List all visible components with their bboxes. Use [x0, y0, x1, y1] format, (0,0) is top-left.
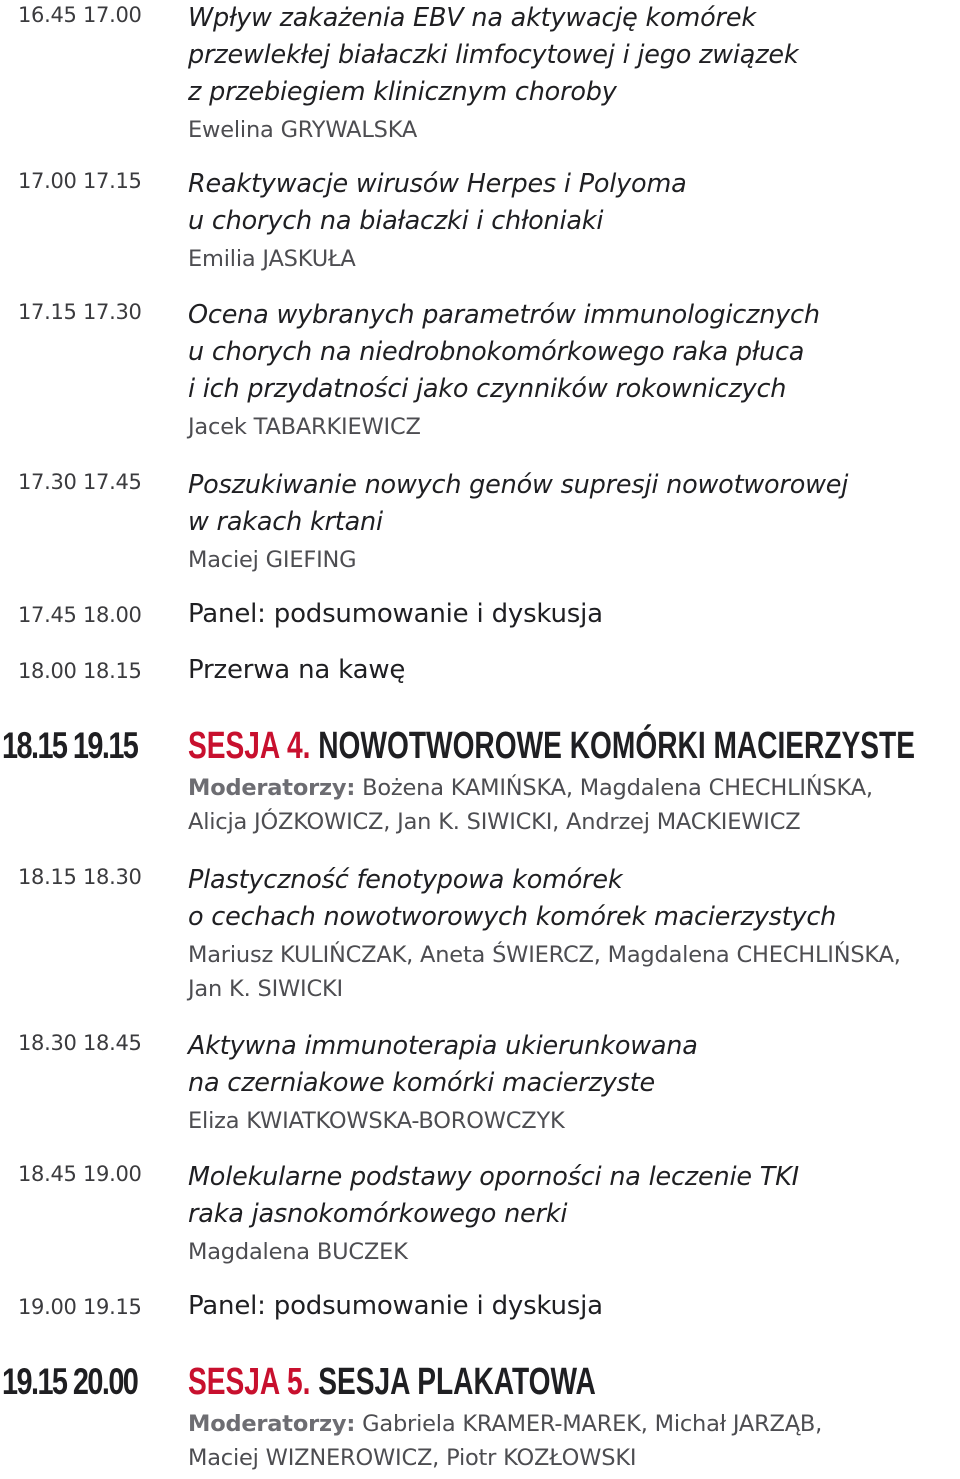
title-line: u chorych na białaczki i chłoniaki — [188, 206, 604, 236]
item-time: 18.45 19.00 — [18, 1162, 142, 1186]
speaker-name: Maciej GIEFING — [188, 547, 357, 573]
title-line: z przebiegiem klinicznym choroby — [188, 77, 617, 107]
title-line: o cechach nowotworowych komórek macierzystych — [188, 902, 837, 932]
title-line: i ich przydatności jako czynników rokowniczych — [188, 374, 787, 404]
session-number: SESJA 4. — [188, 725, 311, 767]
talk-title — [188, 1159, 956, 1233]
talk-title — [188, 297, 956, 408]
title-line: Plastyczność fenotypowa komórek — [188, 865, 623, 895]
session-time: 19.15 20.00 — [2, 1361, 138, 1402]
panel-label: Panel: podsumowanie i dyskusja — [188, 1291, 603, 1321]
title-line: Molekularne podstawy oporności na leczenie TKI — [188, 1162, 799, 1192]
title-line: Poszukiwanie nowych genów supresji nowotworowej — [188, 470, 849, 500]
item-time: 17.15 17.30 — [18, 300, 142, 324]
moderators-label: Moderatorzy: — [188, 775, 356, 801]
item-time: 17.30 17.45 — [18, 470, 142, 494]
moderators-label: Moderatorzy: — [188, 1411, 356, 1437]
talk-title — [188, 0, 956, 111]
title-line: na czerniakowe komórki macierzyste — [188, 1068, 656, 1098]
title-line: Aktywna immunoterapia ukierunkowana — [188, 1031, 698, 1061]
panel-label: Panel: podsumowanie i dyskusja — [188, 599, 603, 629]
moderators — [188, 771, 956, 839]
talk-title — [188, 1028, 956, 1102]
session-number: SESJA 5. — [188, 1361, 311, 1403]
title-line: przewlekłej białaczki limfocytowej i jego związek — [188, 40, 799, 70]
item-time: 18.15 18.30 — [18, 865, 142, 889]
session-name: SESJA PLAKATOWA — [318, 1361, 596, 1403]
speaker-names — [188, 938, 956, 1006]
moderators-names: Bożena KAMIŃSKA, Magdalena CHECHLIŃSKA, — [362, 775, 873, 801]
moderators-names: Maciej WIZNEROWICZ, Piotr KOZŁOWSKI — [188, 1445, 637, 1471]
title-line: Ocena wybranych parametrów immunologicznych — [188, 300, 820, 330]
item-time: 18.30 18.45 — [18, 1031, 142, 1055]
speaker-name: Eliza KWIATKOWSKA-BOROWCZYK — [188, 1108, 565, 1134]
item-time: 16.45 17.00 — [18, 3, 142, 27]
item-time: 17.45 18.00 — [18, 603, 142, 627]
moderators-names: Gabriela KRAMER-MAREK, Michał JARZĄB, — [362, 1411, 823, 1437]
title-line: w rakach krtani — [188, 507, 383, 537]
title-line: Reaktywacje wirusów Herpes i Polyoma — [188, 169, 687, 199]
speaker-line: Jan K. SIWICKI — [188, 976, 343, 1002]
item-time: 17.00 17.15 — [18, 169, 142, 193]
speaker-name: Jacek TABARKIEWICZ — [188, 414, 421, 440]
moderators — [188, 1407, 956, 1475]
session-heading — [188, 725, 915, 768]
item-time: 19.00 19.15 — [18, 1295, 142, 1319]
talk-title — [188, 862, 956, 936]
break-label: Przerwa na kawę — [188, 655, 406, 685]
title-line: u chorych na niedrobnokomórkowego raka płuca — [188, 337, 805, 367]
title-line: Wpływ zakażenia EBV na aktywację komórek — [188, 3, 756, 33]
session-time: 18.15 19.15 — [2, 725, 138, 766]
speaker-name: Ewelina GRYWALSKA — [188, 117, 418, 143]
talk-title — [188, 467, 956, 541]
item-time: 18.00 18.15 — [18, 659, 142, 683]
session-heading — [188, 1361, 756, 1404]
speaker-line: Mariusz KULIŃCZAK, Aneta ŚWIERCZ, Magdalena CHECHLIŃSKA, — [188, 942, 901, 968]
speaker-name: Emilia JASKUŁA — [188, 246, 356, 272]
speaker-name: Magdalena BUCZEK — [188, 1239, 408, 1265]
title-line: raka jasnokomórkowego nerki — [188, 1199, 568, 1229]
session-name: NOWOTWOROWE KOMÓRKI MACIERZYSTE — [318, 725, 915, 767]
talk-title — [188, 166, 956, 240]
moderators-names: Alicja JÓZKOWICZ, Jan K. SIWICKI, Andrzej MACKIEWICZ — [188, 809, 801, 835]
